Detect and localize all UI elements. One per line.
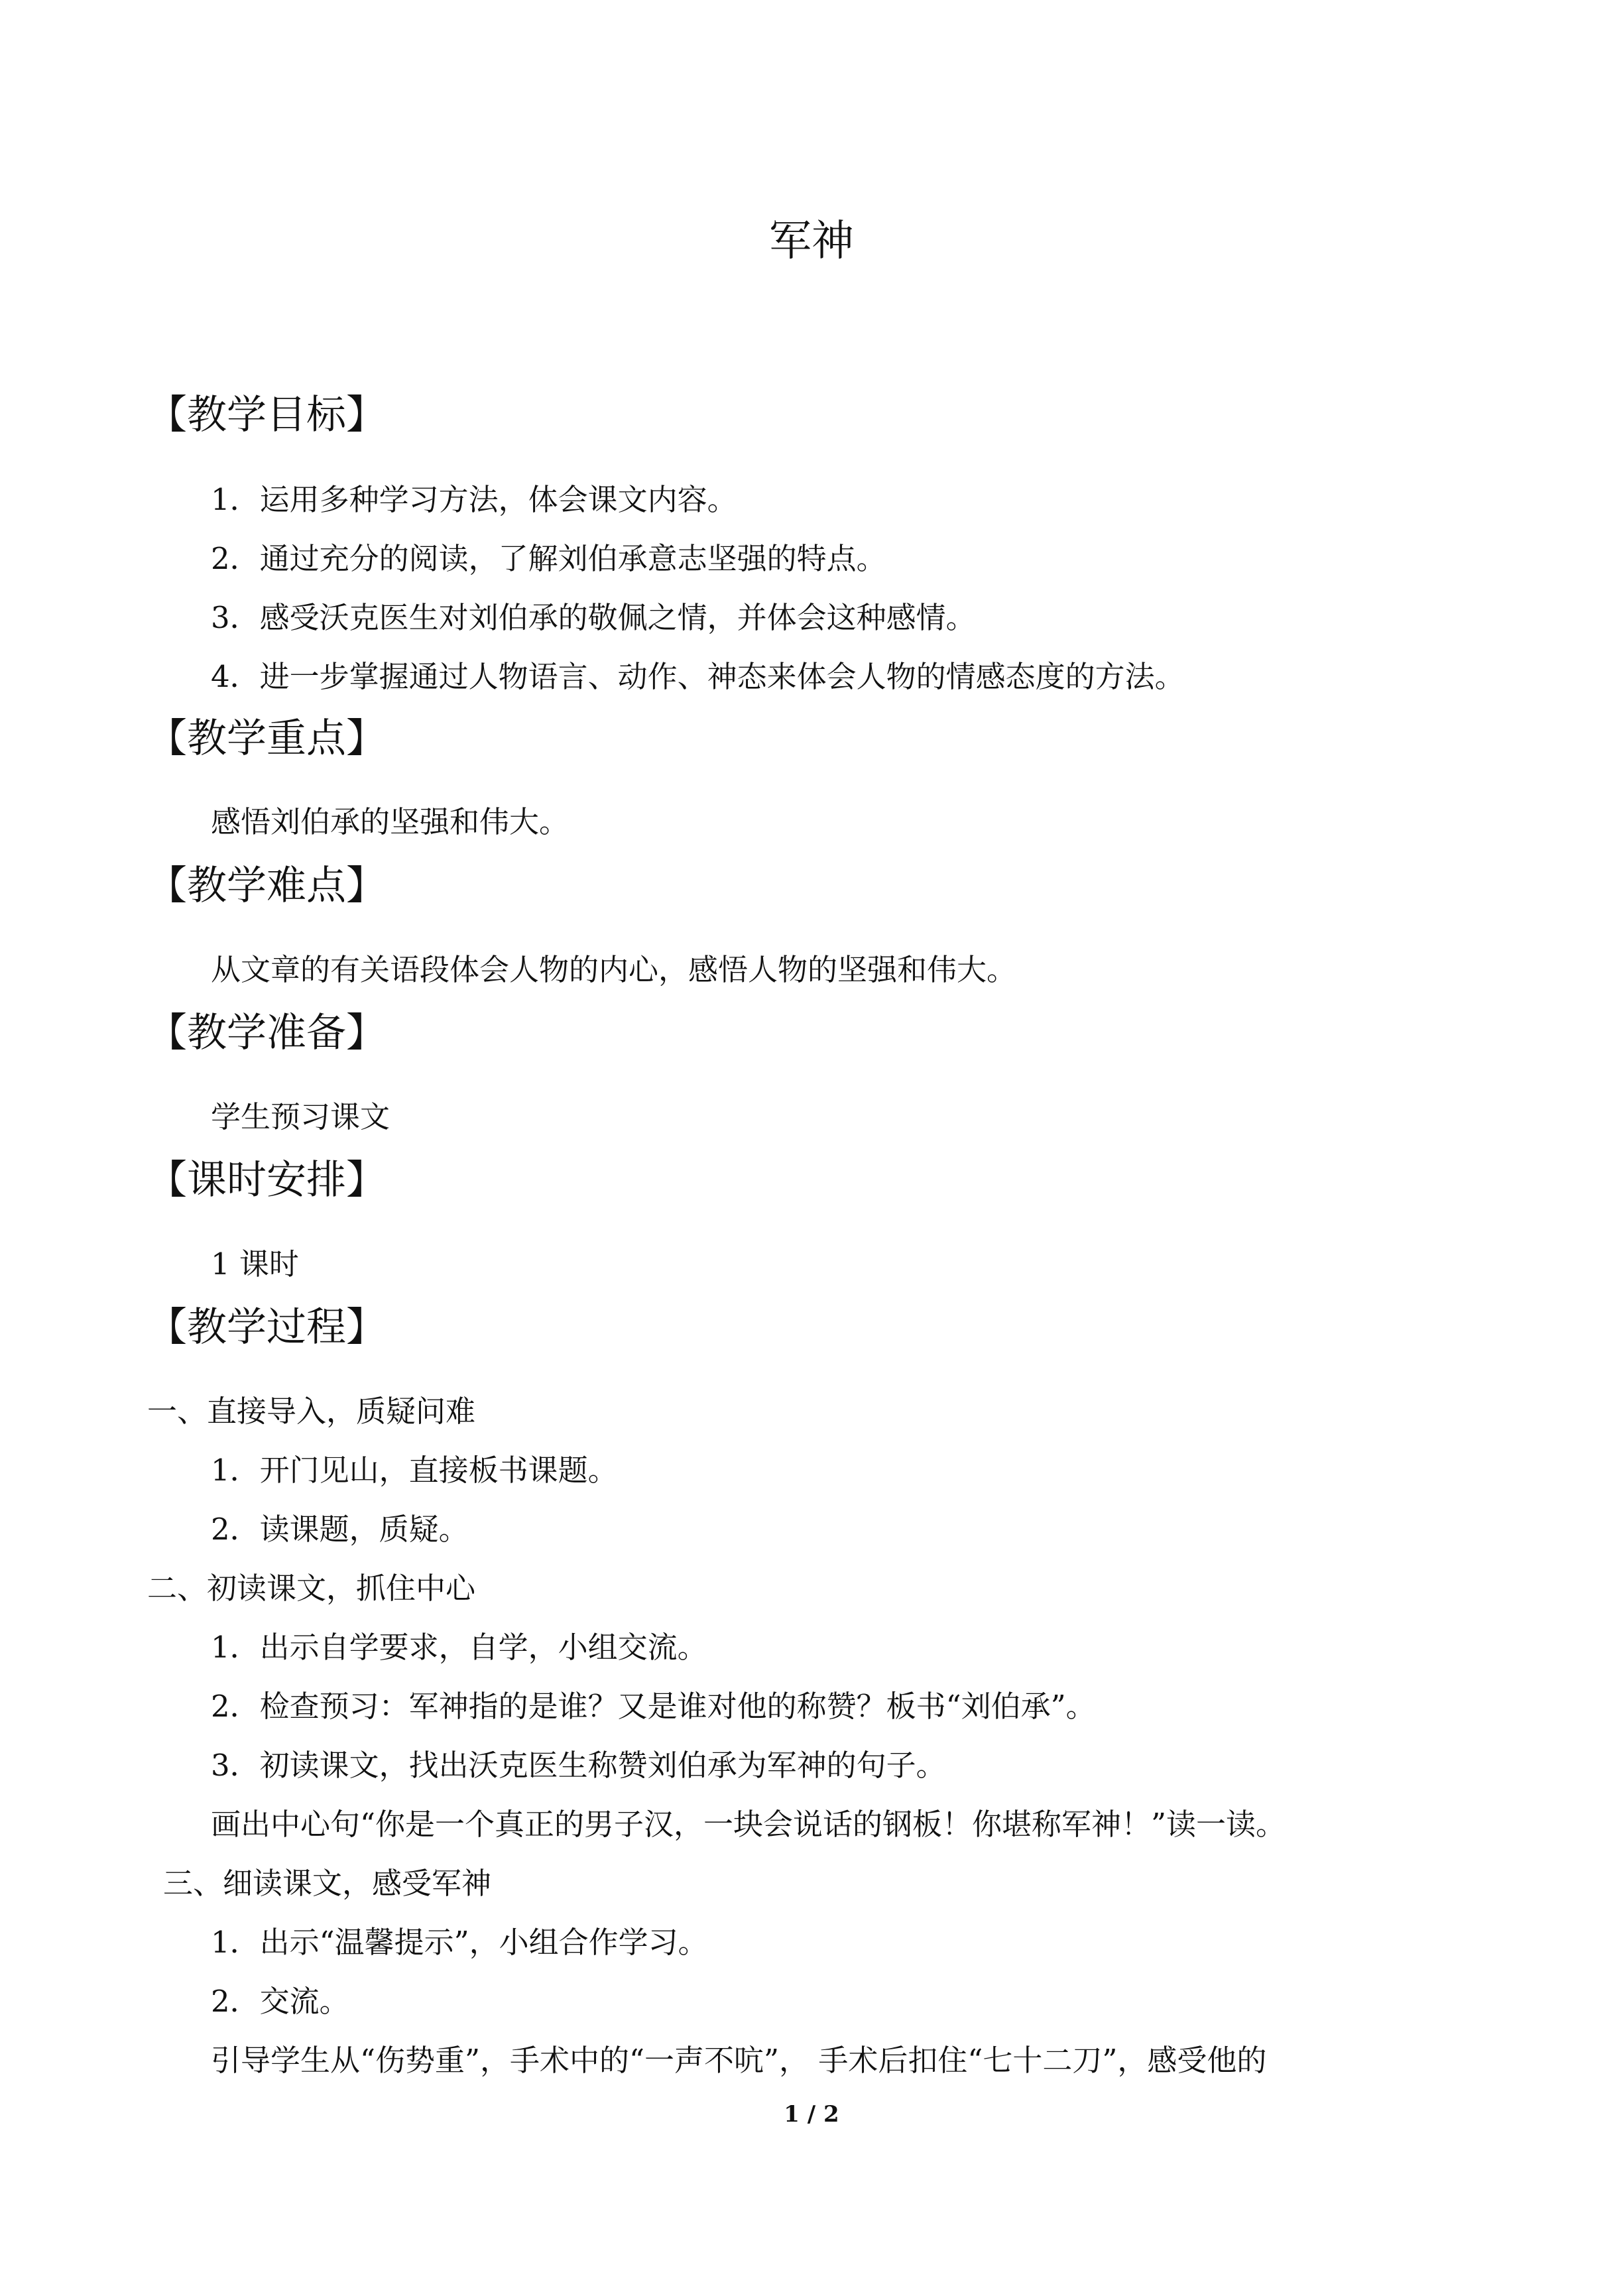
section-heading-preparation: 【教学准备】 [147,1010,386,1056]
process-part-3-item-3: 引导学生从“伤势重”，手术中的“一声不吭”， 手术后扣住“七十二刀”，感受他的 [211,2043,1267,2078]
process-part-3-item-1: 1．出示“温馨提示”，小组合作学习。 [211,1925,708,1960]
section-heading-key-points: 【教学重点】 [147,715,386,762]
process-part-2-item-1: 1．出示自学要求，自学，小组交流。 [211,1630,707,1665]
process-part-3-item-2: 2．交流。 [211,1984,349,2019]
document-title: 军神 [769,217,854,266]
process-part-1-item-1: 1．开门见山，直接板书课题。 [211,1453,618,1488]
preparation-text: 学生预习课文 [211,1099,391,1134]
process-part-3-title: 三、细读课文，感受军神 [163,1866,492,1901]
goal-item-3: 3．感受沃克医生对刘伯承的敬佩之情，并体会这种感情。 [211,600,976,635]
process-part-2-item-2: 2．检查预习：军神指的是谁？又是谁对他的称赞？板书“刘伯承”。 [211,1689,1096,1724]
section-heading-goals: 【教学目标】 [147,392,386,438]
page-number: 1 / 2 [784,2101,839,2128]
process-part-2-item-4: 画出中心句“你是一个真正的男子汉，一块会说话的钢板！你堪称军神！”读一读。 [211,1807,1286,1842]
goal-item-4: 4．进一步掌握通过人物语言、动作、神态来体会人物的情感态度的方法。 [211,659,1185,694]
process-part-2-item-3: 3．初读课文，找出沃克医生称赞刘伯承为军神的句子。 [211,1748,946,1783]
section-heading-difficulties: 【教学难点】 [147,863,386,909]
process-part-1-title: 一、直接导入，质疑问难 [147,1394,476,1429]
key-points-text: 感悟刘伯承的坚强和伟大。 [211,804,570,839]
difficulties-text: 从文章的有关语段体会人物的内心，感悟人物的坚强和伟大。 [211,952,1017,987]
schedule-text: 1 课时 [211,1246,299,1282]
goal-item-1: 1．运用多种学习方法，体会课文内容。 [211,482,737,517]
process-part-2-title: 二、初读课文，抓住中心 [147,1571,476,1606]
section-heading-process: 【教学过程】 [147,1304,386,1351]
goal-item-2: 2．通过充分的阅读，了解刘伯承意志坚强的特点。 [211,541,886,576]
section-heading-schedule: 【课时安排】 [147,1157,386,1203]
process-part-1-item-2: 2．读课题，质疑。 [211,1512,469,1547]
